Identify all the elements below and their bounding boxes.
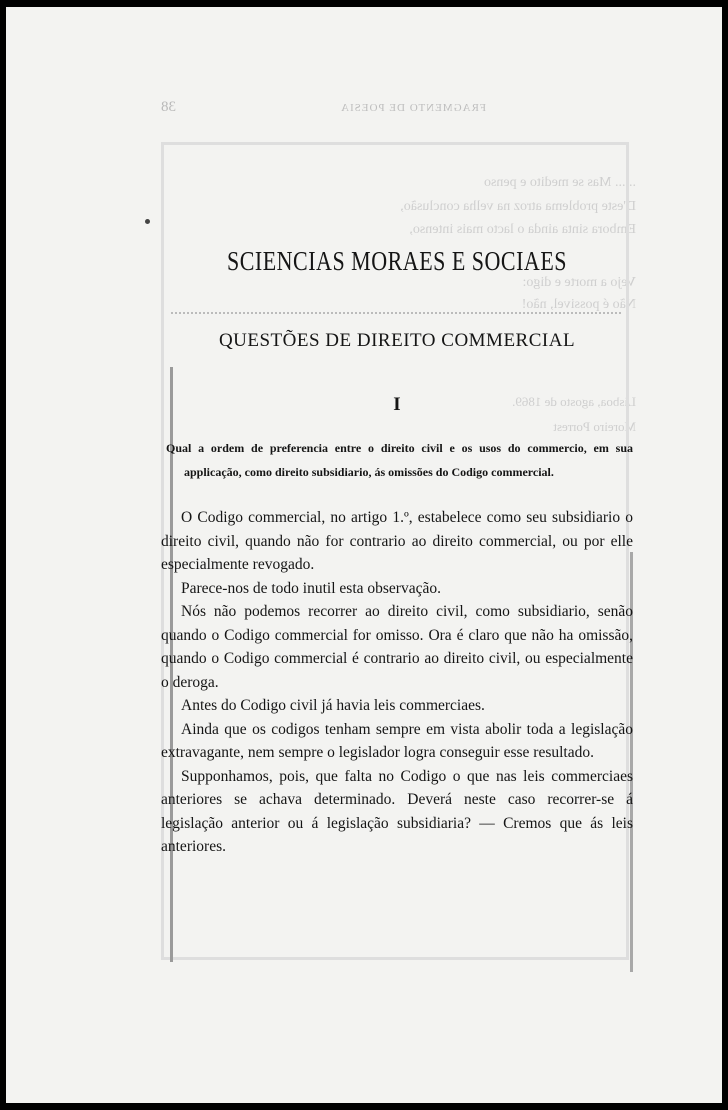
bleed-through-line: Embora sinta ainda o lacto mais intenso, [409, 222, 636, 237]
ink-dot [145, 219, 150, 224]
bleed-through-line: Lisboa, agosto de 1869. [512, 394, 636, 409]
paragraph: O Codigo commercial, no artigo 1.º, estabelece como seu subsidiario o direito civil, quando não for contrario ao direito commercial, ou por elle especialmente revogado. [161, 509, 633, 573]
bleed-through-running-header: FRAGMENTO DE POESIA [340, 102, 486, 114]
bleed-through-line: Não é possivel, não! [521, 297, 636, 312]
bleed-through-line: Moreiro Porrest [553, 419, 636, 434]
bleed-through-page-number: 38 [161, 99, 176, 115]
bleed-through-line: ...... Mas se medito e penso [483, 175, 636, 190]
page-title: SCIENCIAS MORAES E SOCIAES [227, 244, 567, 276]
article-content [161, 232, 633, 859]
paragraph: Parece-nos de todo inutil esta observação. [181, 579, 441, 597]
section-heading: QUESTÕES DE DIREITO COMMERCIAL [218, 330, 576, 351]
paragraph: Supponhamos, pois, que falta no Codigo o que nas leis commerciaes anteriores se achava determinado. Deverá neste caso recorrer-se á legislação anterior ou á legislação subsidiaria? — Cremos que ás leis anteriores. [161, 767, 633, 855]
paragraph: Ainda que os codigos tenham sempre em vista abolir toda a legislação extravagante, nem sempre o legislador logra conseguir esse resultado. [161, 720, 633, 761]
scanned-page [6, 7, 722, 1103]
body-text [161, 506, 633, 859]
dotted-separator [171, 312, 621, 314]
section-number: I [393, 394, 401, 415]
paragraph: Antes do Codigo civil já havia leis commerciaes. [181, 697, 485, 714]
bleed-through-line: D'este problema atroz na velha conclusão, [400, 199, 636, 214]
bleed-through-line: Vejo a morte e digo: [522, 275, 636, 290]
question-text: Qual a ordem de preferencia entre o direito civil e os usos do commercio, em sua applicação, como direito subsidiario, ás omissões do Codigo commercial. [166, 441, 633, 479]
paragraph: Nós não podemos recorrer ao direito civil, como subsidiario, senão quando o Codigo commercial for omisso. Ora é claro que não ha omissão, quando o Codigo commercial é contrario ao direito civil, ou especialmente o deroga. [161, 603, 633, 691]
